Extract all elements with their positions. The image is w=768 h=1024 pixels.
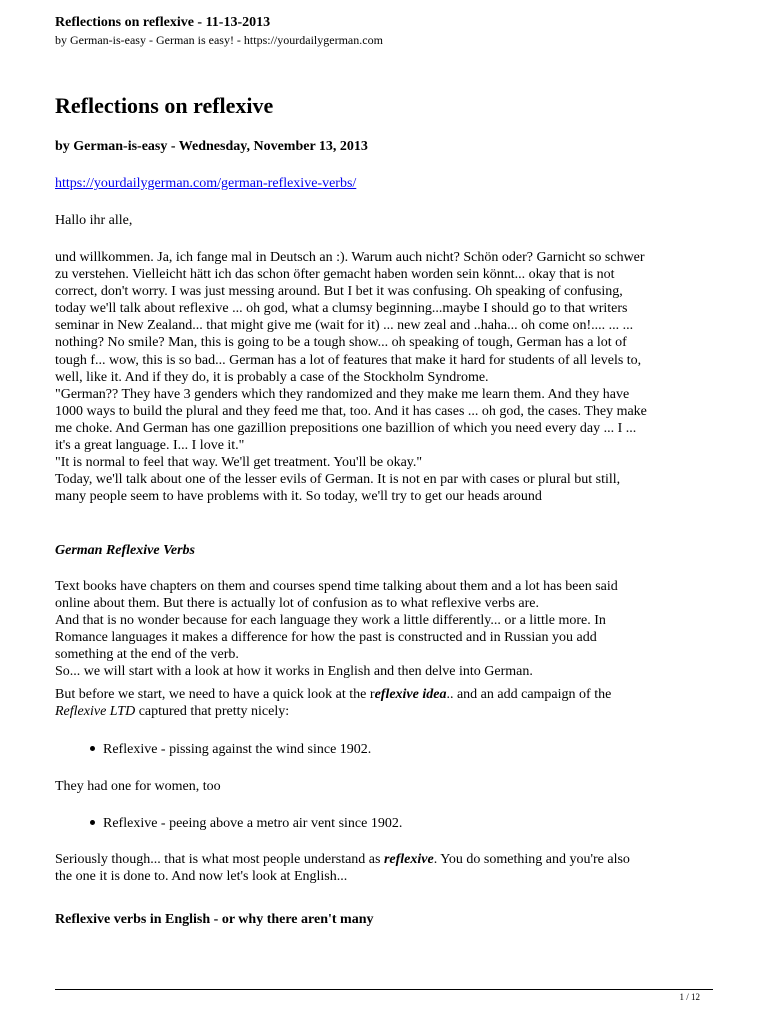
intro-line: zu verstehen. Vielleicht hätt ich das schon öfter gemacht haben worden sein könnt... okay that is not xyxy=(55,267,615,283)
header-subtitle: by German-is-easy - German is easy! - https://yourdailygerman.com xyxy=(55,33,383,47)
section1-paragraph xyxy=(55,578,720,681)
article-byline: by German-is-easy - Wednesday, November 13, 2013 xyxy=(55,139,368,154)
article-title: Reflections on reflexive xyxy=(55,93,274,118)
intro-line: today we'll talk about reflexive ... oh god, what a clumsy beginning...maybe I should go to that writers xyxy=(55,301,628,317)
campaign-bold: eflexive idea xyxy=(374,687,447,702)
intro-line: me choke. And German has one gazillion prepositions one bazillion of which you need every day ... I ... xyxy=(55,420,637,436)
section1-line: online about them. But there is actually lot of confusion as to what reflexive verbs are. xyxy=(55,596,540,612)
intro-line: correct, don't worry. I was just messing around. But I bet it was confusing. Oh speaking of confusing, xyxy=(55,284,623,300)
section1-line: And that is no wonder because for each language they work a little differently... or a little more. In xyxy=(55,613,606,629)
list-item xyxy=(90,741,371,759)
campaign-italic: Reflexive LTD xyxy=(55,704,136,720)
list-item xyxy=(90,815,402,833)
campaign-end: captured that pretty nicely: xyxy=(135,704,290,720)
intro-line: und willkommen. Ja, ich fange mal in Deutsch an :). Warum auch nicht? Schön oder? Garnicht so schwer xyxy=(55,250,645,265)
intro-line: it's a great language. I... I love it." xyxy=(55,438,245,454)
intro-line: nothing? No smile? Man, this is going to be a tough show... oh speaking of tough, German has a lot of xyxy=(55,335,627,351)
serious-pre: Seriously though... that is what most people understand as xyxy=(55,852,384,867)
page-number: 1 / 12 xyxy=(679,992,700,1002)
intro-line: seminar in New Zealand... that might give me (wait for it) ... new zeal and ..haha... oh come on!.... ... ... xyxy=(55,318,634,334)
intro-paragraph xyxy=(55,249,720,505)
intro-line: tough f... wow, this is so bad... German has a lot of features that make it hard for students of all levels to, xyxy=(55,352,642,368)
intro-line: well, like it. And if they do, it is probably a case of the Stockholm Syndrome. xyxy=(55,369,489,385)
intro-line: "German?? They have 3 genders which they randomized and they make me learn them. And they have xyxy=(55,386,630,402)
women-line: They had one for women, too xyxy=(55,779,221,794)
section-heading-reflexive-english: Reflexive verbs in English - or why there aren't many xyxy=(55,912,374,927)
serious-line2: the one it is done to. And now let's look at English... xyxy=(55,869,348,885)
bullet-text-1: Reflexive - pissing against the wind since 1902. xyxy=(103,742,372,757)
intro-line: Today, we'll talk about one of the lesser evils of German. It is not en par with cases or plural but still, xyxy=(55,472,621,488)
intro-line: "It is normal to feel that way. We'll get treatment. You'll be okay." xyxy=(55,455,423,471)
campaign-pre: But before we start, we need to have a quick look at the r xyxy=(55,687,375,702)
footer-divider xyxy=(55,989,713,990)
bullet-text-2: Reflexive - peeing above a metro air vent since 1902. xyxy=(103,816,403,831)
campaign-post: .. and an add campaign of the xyxy=(446,687,612,702)
intro-line: many people seem to have problems with it. So today, we'll try to get our heads around xyxy=(55,489,542,505)
section1-line: So... we will start with a look at how it works in English and then delve into German. xyxy=(55,664,533,680)
bullet-icon xyxy=(90,820,95,825)
section1-line: Text books have chapters on them and courses spend time talking about them and a lot has been said xyxy=(55,579,618,594)
intro-line: 1000 ways to build the plural and they feed me that, too. And it has cases ... oh god, the cases. They make xyxy=(55,403,647,419)
bullet-icon xyxy=(90,746,95,751)
section-heading-german-reflexive-verbs: German Reflexive Verbs xyxy=(55,543,195,558)
page-header xyxy=(55,14,715,48)
header-title: Reflections on reflexive - 11-13-2013 xyxy=(55,15,271,30)
campaign-line xyxy=(55,686,720,720)
serious-post: . You do something and you're also xyxy=(433,852,630,867)
section1-line: Romance languages it makes a difference for how the past is constructed and in Russian you add xyxy=(55,630,597,646)
section1-line: something at the end of the verb. xyxy=(55,647,239,663)
source-link[interactable]: https://yourdailygerman.com/german-reflexive-verbs/ xyxy=(55,176,357,191)
seriously-paragraph xyxy=(55,851,720,885)
greeting: Hallo ihr alle, xyxy=(55,213,133,228)
serious-bold: reflexive xyxy=(383,852,434,867)
